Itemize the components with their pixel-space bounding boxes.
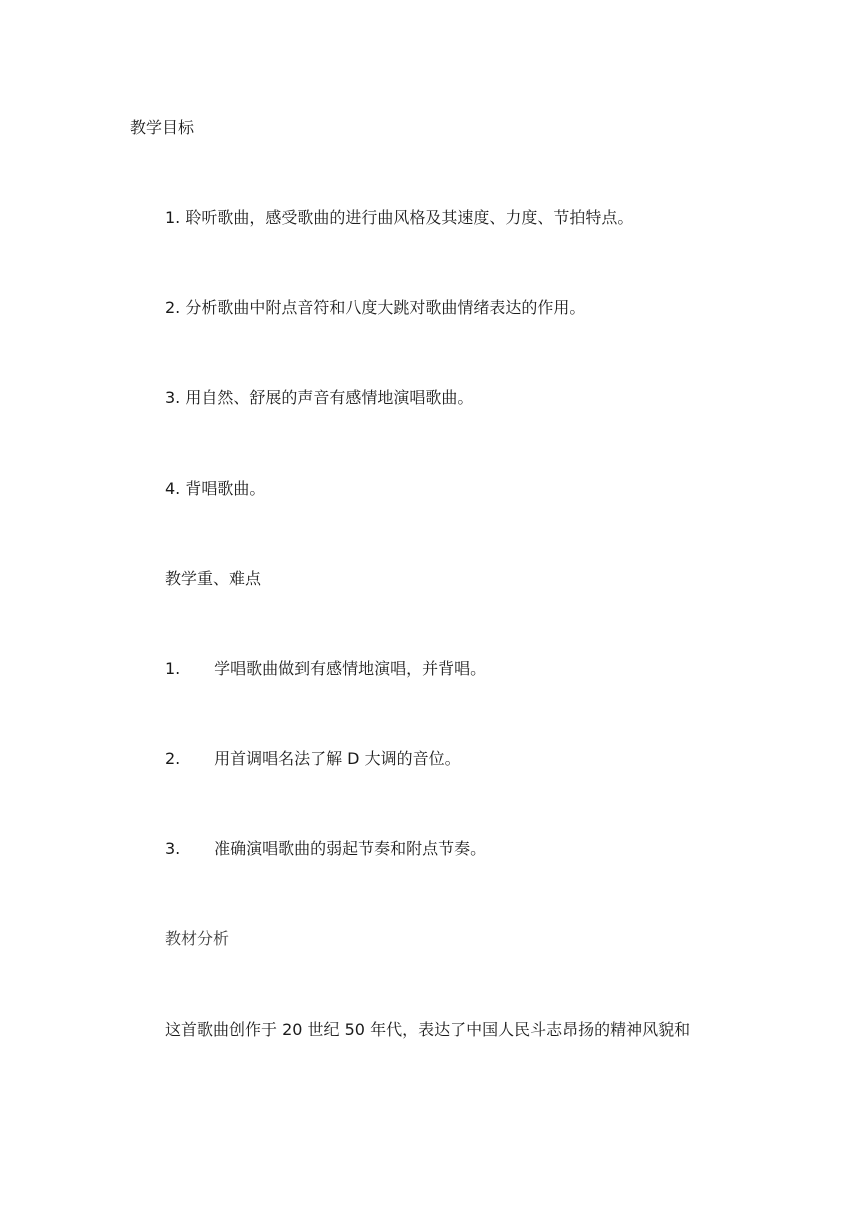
key-point-text: 用首调唱名法了解 D 大调的音位。 — [214, 749, 461, 768]
key-point-number: 2. — [165, 749, 181, 768]
key-point-item — [165, 839, 486, 859]
goal-text: 聆听歌曲，感受歌曲的进行曲风格及其速度、力度、节拍特点。 — [185, 208, 634, 227]
key-point-number: 3. — [165, 839, 181, 858]
goal-number: 3. — [165, 388, 181, 407]
heading-key-points: 教学重、难点 — [165, 569, 262, 588]
key-point-item — [165, 749, 461, 769]
key-point-item — [165, 659, 486, 679]
key-point-number: 1. — [165, 659, 181, 678]
key-point-text: 准确演唱歌曲的弱起节奏和附点节奏。 — [214, 839, 487, 858]
key-point-text: 学唱歌曲做到有感情地演唱，并背唱。 — [214, 659, 487, 678]
heading-material-analysis: 教材分析 — [165, 929, 230, 948]
goal-item — [165, 388, 473, 408]
goal-item — [165, 298, 585, 318]
goal-text: 分析歌曲中附点音符和八度大跳对歌曲情绪表达的作用。 — [185, 298, 586, 317]
goal-text: 背唱歌曲。 — [185, 479, 266, 498]
goal-item — [165, 479, 265, 499]
material-paragraph: 这首歌曲创作于 20 世纪 50 年代，表达了中国人民斗志昂扬的精神风貌和 — [165, 1020, 691, 1039]
goal-number: 1. — [165, 208, 181, 227]
goal-number: 4. — [165, 479, 181, 498]
goal-item — [165, 208, 633, 228]
goal-number: 2. — [165, 298, 181, 317]
goal-text: 用自然、舒展的声音有感情地演唱歌曲。 — [185, 388, 474, 407]
heading-teaching-goals: 教学目标 — [130, 118, 195, 137]
